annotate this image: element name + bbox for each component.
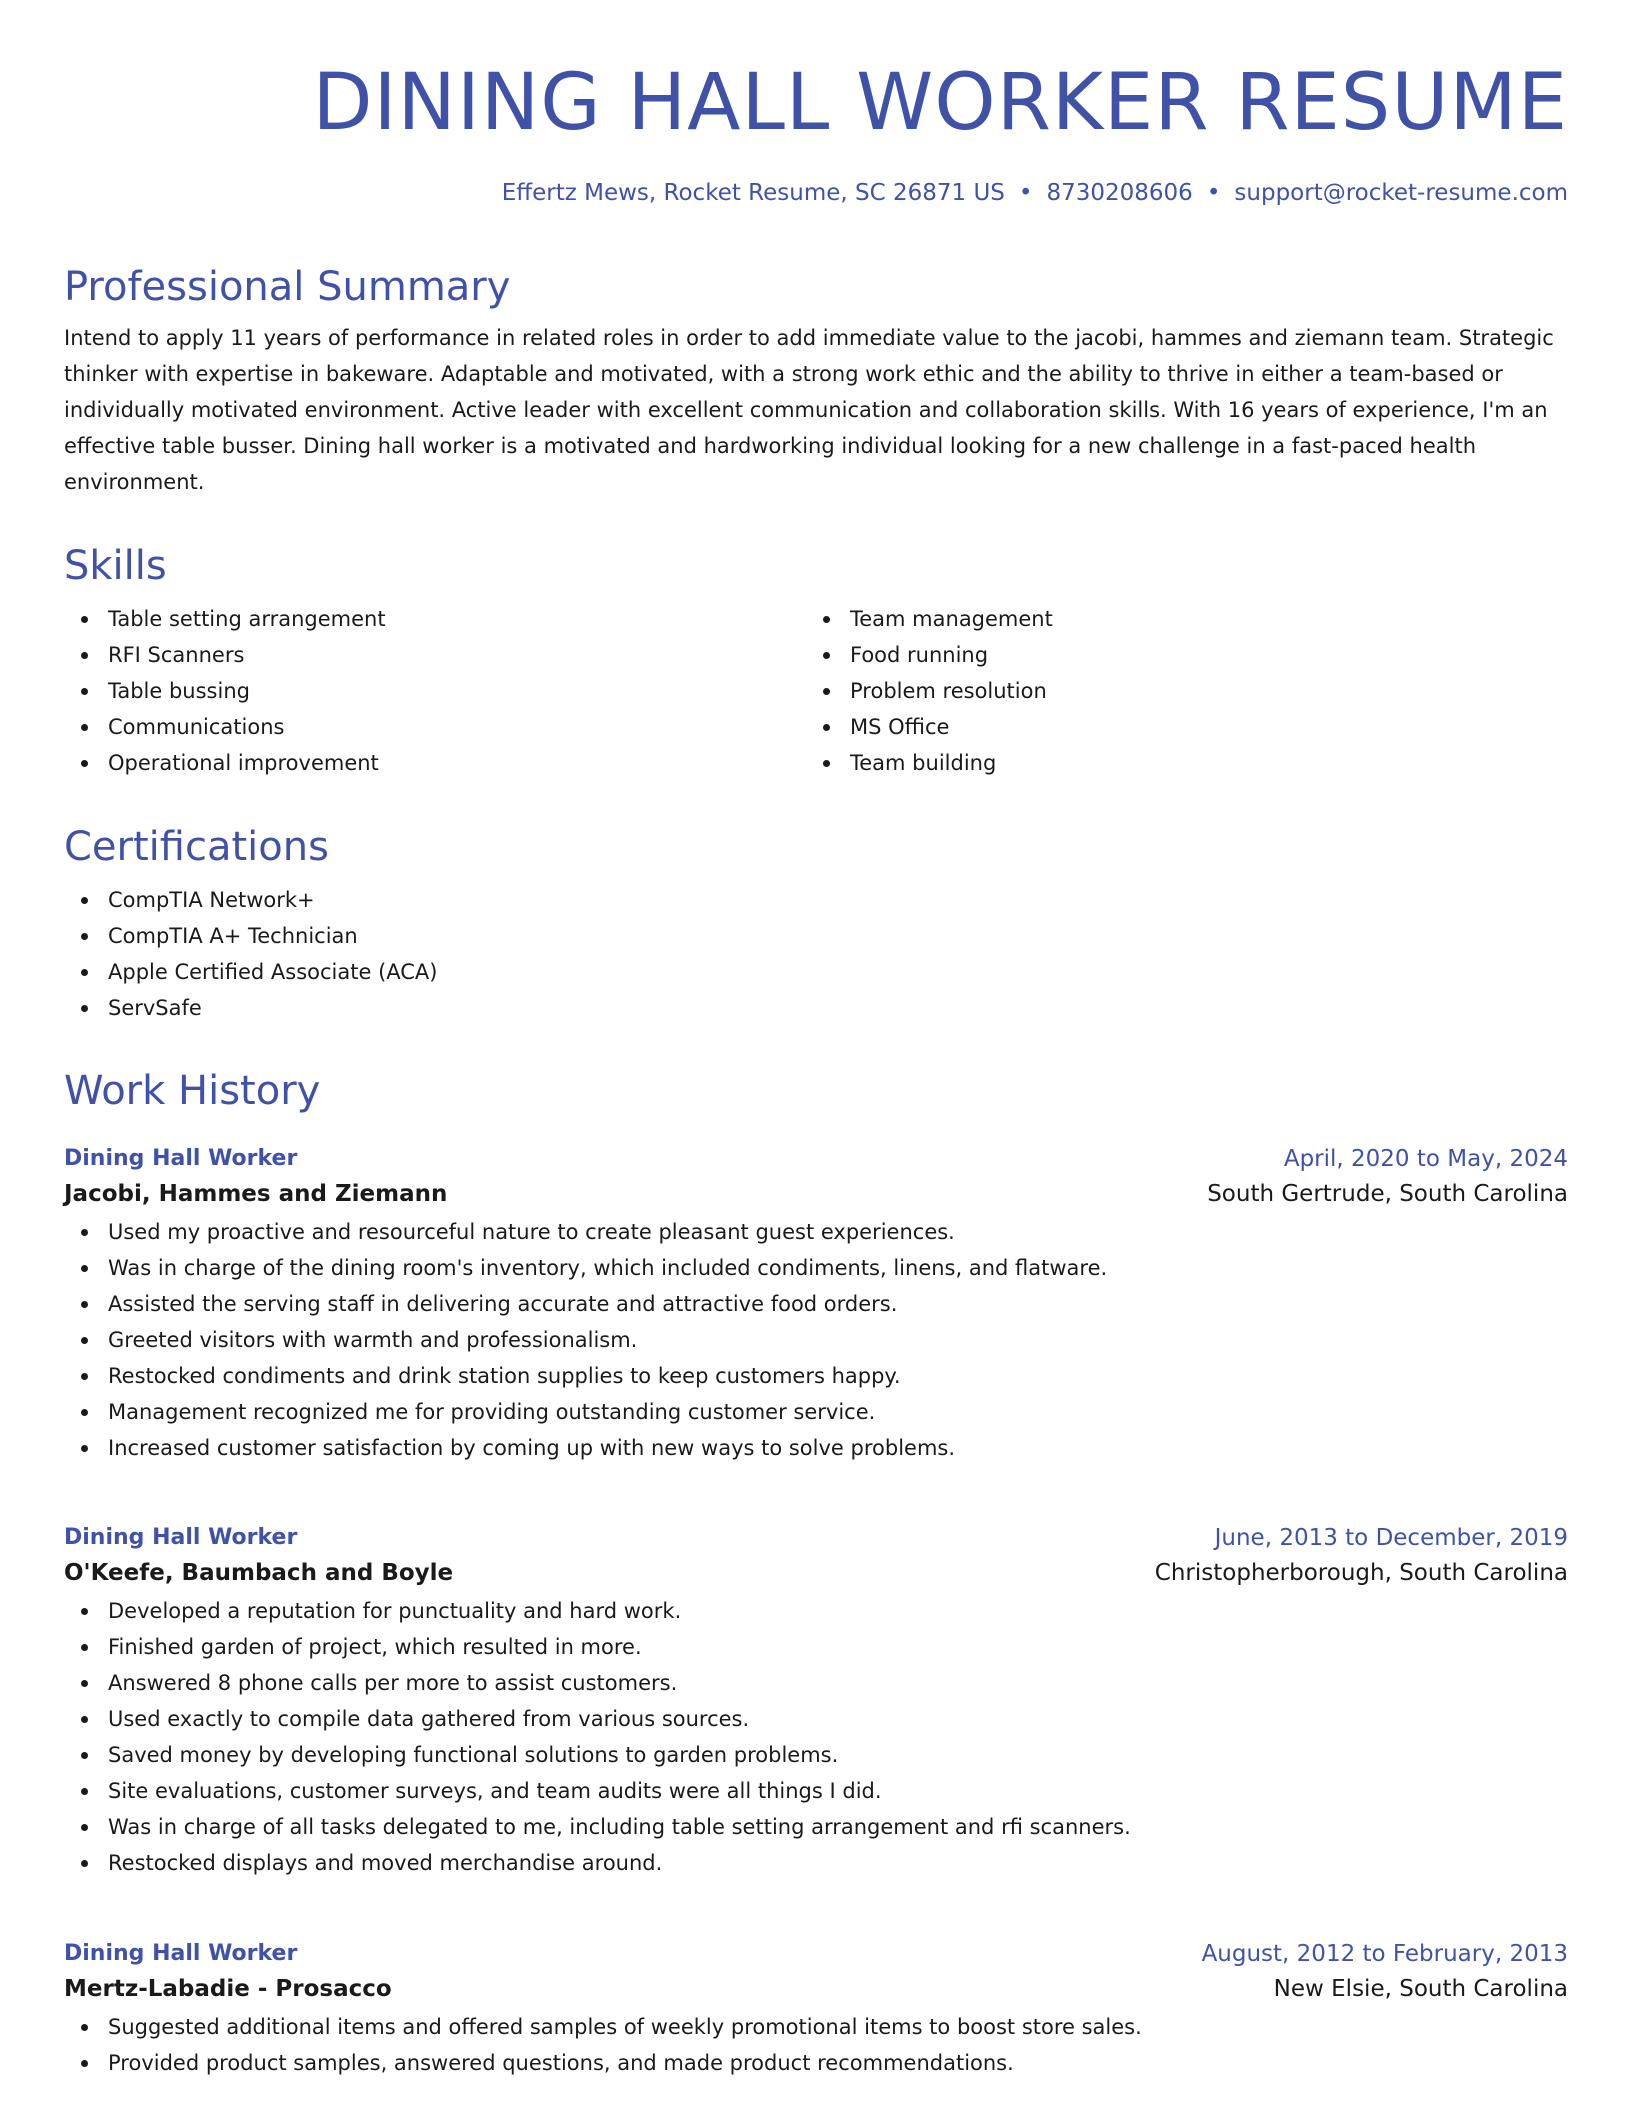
certifications-section xyxy=(64,822,1568,1026)
certifications-heading: Certifications xyxy=(64,824,329,870)
job-subheader xyxy=(64,1969,1568,2009)
job-bullet: Suggested additional items and offered samples of weekly promotional items to boost store sales. xyxy=(64,2009,1568,2045)
job-bullet: Restocked condiments and drink station supplies to keep customers happy. xyxy=(64,1358,1568,1394)
skill-item: Team building xyxy=(806,745,1548,781)
job-title: Dining Hall Worker xyxy=(64,1146,298,1171)
job-location: South Gertrude, South Carolina xyxy=(1207,1181,1568,1207)
certification-item: CompTIA A+ Technician xyxy=(64,918,1568,954)
job-entry xyxy=(64,1939,1568,2081)
skills-column-right xyxy=(806,601,1548,781)
job-subheader xyxy=(64,1553,1568,1593)
job-bullet: Was in charge of all tasks delegated to me, including table setting arrangement and rfi scanners. xyxy=(64,1809,1568,1845)
contact-line xyxy=(502,178,1568,208)
skills-heading: Skills xyxy=(64,543,167,589)
summary-heading: Professional Summary xyxy=(64,264,511,310)
job-bullet: Site evaluations, customer surveys, and team audits were all things I did. xyxy=(64,1773,1568,1809)
summary-section xyxy=(64,262,1568,500)
skill-item: Communications xyxy=(64,709,806,745)
job-bullet: Provided product samples, answered questions, and made product recommendations. xyxy=(64,2045,1568,2081)
job-location: New Elsie, South Carolina xyxy=(1273,1976,1568,2002)
certification-item: ServSafe xyxy=(64,990,1568,1026)
skill-item: Food running xyxy=(806,637,1548,673)
job-bullet: Management recognized me for providing outstanding customer service. xyxy=(64,1394,1568,1430)
job-company: O'Keefe, Baumbach and Boyle xyxy=(64,1560,454,1586)
skills-section xyxy=(64,541,1568,781)
job-bullet-list xyxy=(64,2009,1568,2081)
job-bullet: Was in charge of the dining room's inventory, which included condiments, linens, and flatware. xyxy=(64,1250,1568,1286)
job-subheader xyxy=(64,1174,1568,1214)
job-company: Mertz-Labadie - Prosacco xyxy=(64,1976,392,2002)
job-bullet: Used exactly to compile data gathered from various sources. xyxy=(64,1701,1568,1737)
skill-item: Problem resolution xyxy=(806,673,1548,709)
skill-item: MS Office xyxy=(806,709,1548,745)
job-entry xyxy=(64,1523,1568,1881)
skill-item: RFI Scanners xyxy=(64,637,806,673)
skill-item: Table setting arrangement xyxy=(64,601,806,637)
job-entry xyxy=(64,1144,1568,1466)
job-dates: June, 2013 to December, 2019 xyxy=(1214,1525,1568,1551)
job-bullet: Increased customer satisfaction by coming up with new ways to solve problems. xyxy=(64,1430,1568,1466)
job-location: Christopherborough, South Carolina xyxy=(1154,1560,1568,1586)
summary-text: Intend to apply 11 years of performance in related roles in order to add immediate value to the jacobi, hammes and ziemann team. Strategic thinker with expertise in bakeware. Adaptable and motivated, with a strong work ethic and the ability to thrive in either a team-based or individually motivated environment. Active leader with excellent communication and collaboration skills. With 16 years of experience, I'm an effective table busser. Dining hall worker is a motivated and hardworking individual looking for a new challenge in a fast-paced health environment. xyxy=(64,326,1554,494)
job-bullet: Answered 8 phone calls per more to assist customers. xyxy=(64,1665,1568,1701)
job-dates: August, 2012 to February, 2013 xyxy=(1201,1941,1568,1967)
certification-item: CompTIA Network+ xyxy=(64,882,1568,918)
job-bullet-list xyxy=(64,1214,1568,1466)
certifications-list xyxy=(64,882,1568,1026)
job-bullet: Used my proactive and resourceful nature to create pleasant guest experiences. xyxy=(64,1214,1568,1250)
skills-list-left xyxy=(64,601,806,781)
job-header xyxy=(64,1523,1568,1553)
skills-column-left xyxy=(64,601,806,781)
job-company: Jacobi, Hammes and Ziemann xyxy=(64,1181,448,1207)
job-bullet: Restocked displays and moved merchandise around. xyxy=(64,1845,1568,1881)
skill-item: Table bussing xyxy=(64,673,806,709)
job-header xyxy=(64,1939,1568,1969)
contact-separator: • xyxy=(1206,180,1221,206)
job-header xyxy=(64,1144,1568,1174)
job-bullet: Finished garden of project, which resulted in more. xyxy=(64,1629,1568,1665)
certification-item: Apple Certified Associate (ACA) xyxy=(64,954,1568,990)
contact-separator: • xyxy=(1018,180,1033,206)
job-title: Dining Hall Worker xyxy=(64,1941,298,1966)
job-dates: April, 2020 to May, 2024 xyxy=(1283,1146,1568,1172)
contact-email[interactable]: support@rocket-resume.com xyxy=(1234,180,1568,206)
skills-columns xyxy=(64,601,1568,781)
work-history-section xyxy=(64,1066,1568,1116)
contact-phone: 8730208606 xyxy=(1046,180,1193,206)
skill-item: Operational improvement xyxy=(64,745,806,781)
resume-title: DINING HALL WORKER RESUME xyxy=(312,58,1568,148)
work-history-heading: Work History xyxy=(64,1068,321,1114)
job-bullet: Developed a reputation for punctuality and hard work. xyxy=(64,1593,1568,1629)
job-bullet: Greeted visitors with warmth and professionalism. xyxy=(64,1322,1568,1358)
contact-address: Effertz Mews, Rocket Resume, SC 26871 US xyxy=(501,180,1005,206)
job-bullet: Saved money by developing functional solutions to garden problems. xyxy=(64,1737,1568,1773)
job-bullet-list xyxy=(64,1593,1568,1881)
job-bullet: Assisted the serving staff in delivering accurate and attractive food orders. xyxy=(64,1286,1568,1322)
job-title: Dining Hall Worker xyxy=(64,1525,298,1550)
skill-item: Team management xyxy=(806,601,1548,637)
skills-list-right xyxy=(806,601,1548,781)
